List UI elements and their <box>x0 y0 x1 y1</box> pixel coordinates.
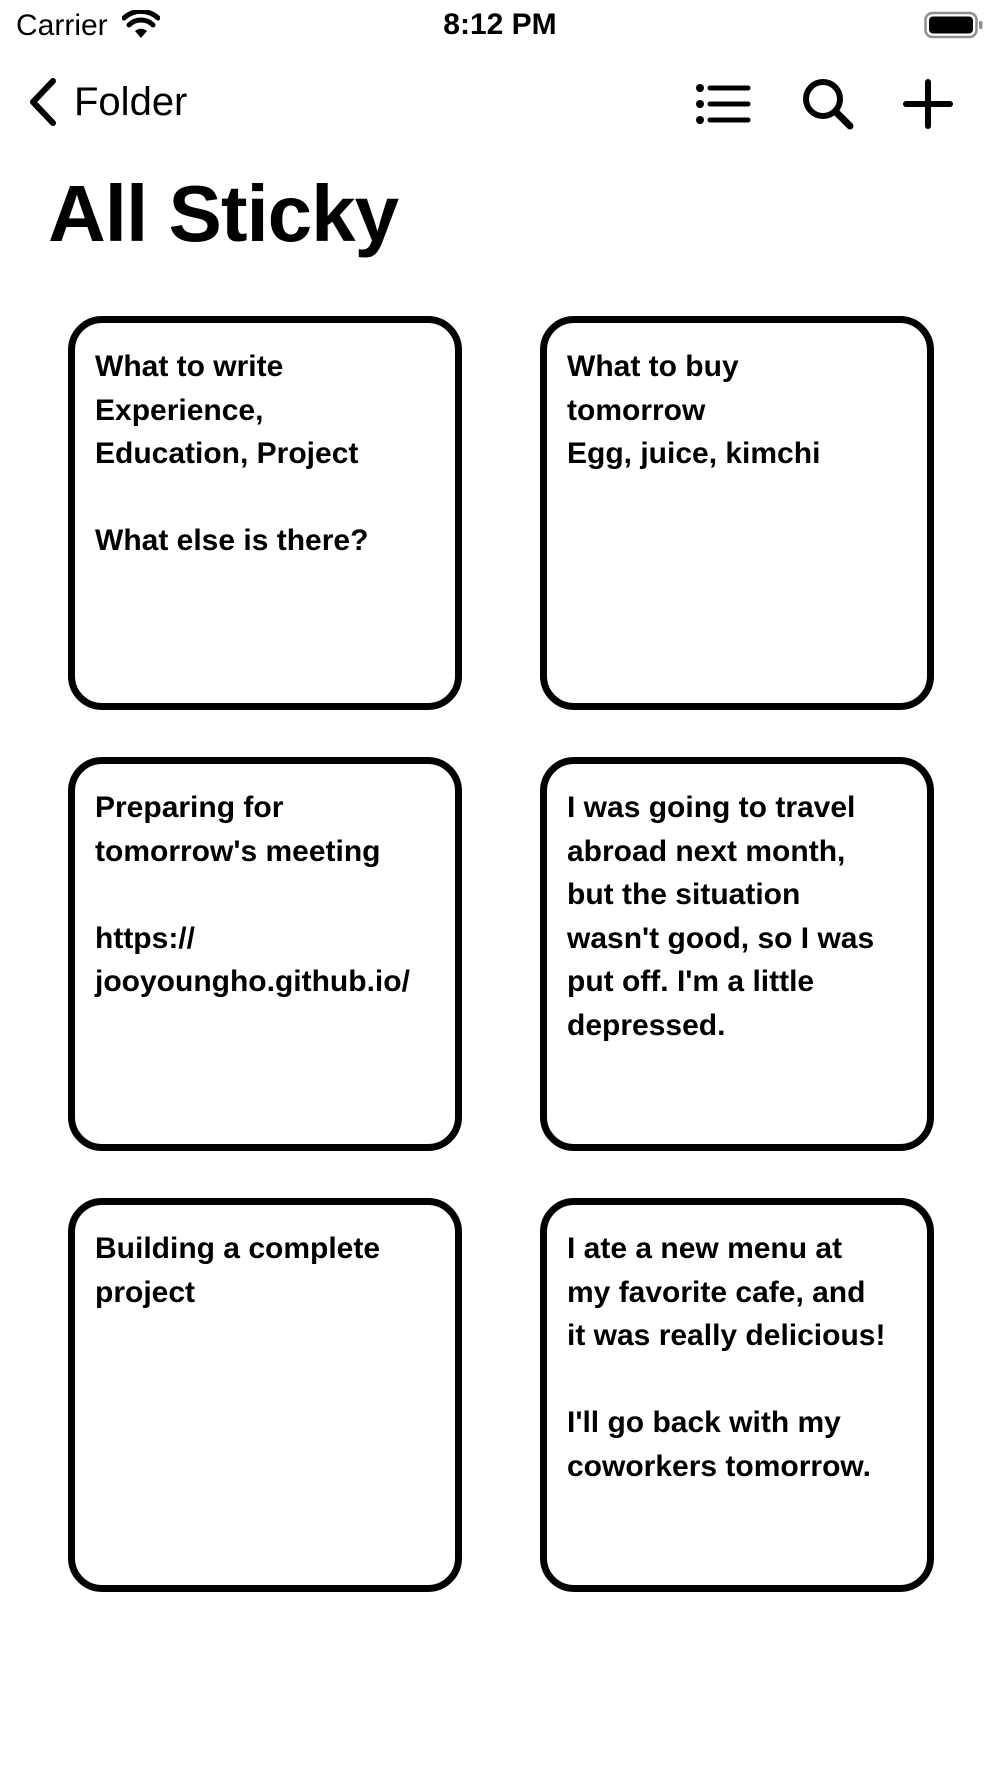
chevron-left-icon <box>26 76 60 128</box>
note-text: I ate a new menu at my favorite cafe, and it was really delicious! I'll go back with my coworkers tomorrow. <box>567 1232 886 1483</box>
page-title: All Sticky <box>48 169 399 258</box>
note-text: What to buy tomorrow Egg, juice, kimchi <box>567 350 821 470</box>
back-label: Folder <box>74 80 188 124</box>
sticky-note[interactable] <box>540 1198 934 1592</box>
back-button[interactable] <box>26 74 187 130</box>
note-text: Building a complete project <box>95 1232 381 1309</box>
status-bar <box>0 0 1000 52</box>
battery-icon <box>924 10 984 40</box>
sticky-note[interactable] <box>68 757 462 1151</box>
plus-icon[interactable] <box>898 74 958 134</box>
search-icon[interactable] <box>798 74 858 134</box>
sticky-note[interactable] <box>540 316 934 710</box>
sticky-note[interactable] <box>540 757 934 1151</box>
note-text: What to write Experience, Education, Project What else is there? <box>95 350 369 557</box>
carrier-label: Carrier <box>16 9 108 42</box>
navigation-bar <box>0 60 1000 144</box>
sticky-note[interactable] <box>68 316 462 710</box>
note-text: I was going to travel abroad next month, but the situation wasn't good, so I was put off. I'm a little depressed. <box>567 791 875 1042</box>
notes-grid <box>68 316 934 1592</box>
list-icon[interactable] <box>692 74 752 134</box>
sticky-note[interactable] <box>68 1198 462 1592</box>
status-time: 8:12 PM <box>443 8 557 41</box>
note-text: Preparing for tomorrow's meeting https:// jooyoungho.github.io/ <box>95 791 410 998</box>
